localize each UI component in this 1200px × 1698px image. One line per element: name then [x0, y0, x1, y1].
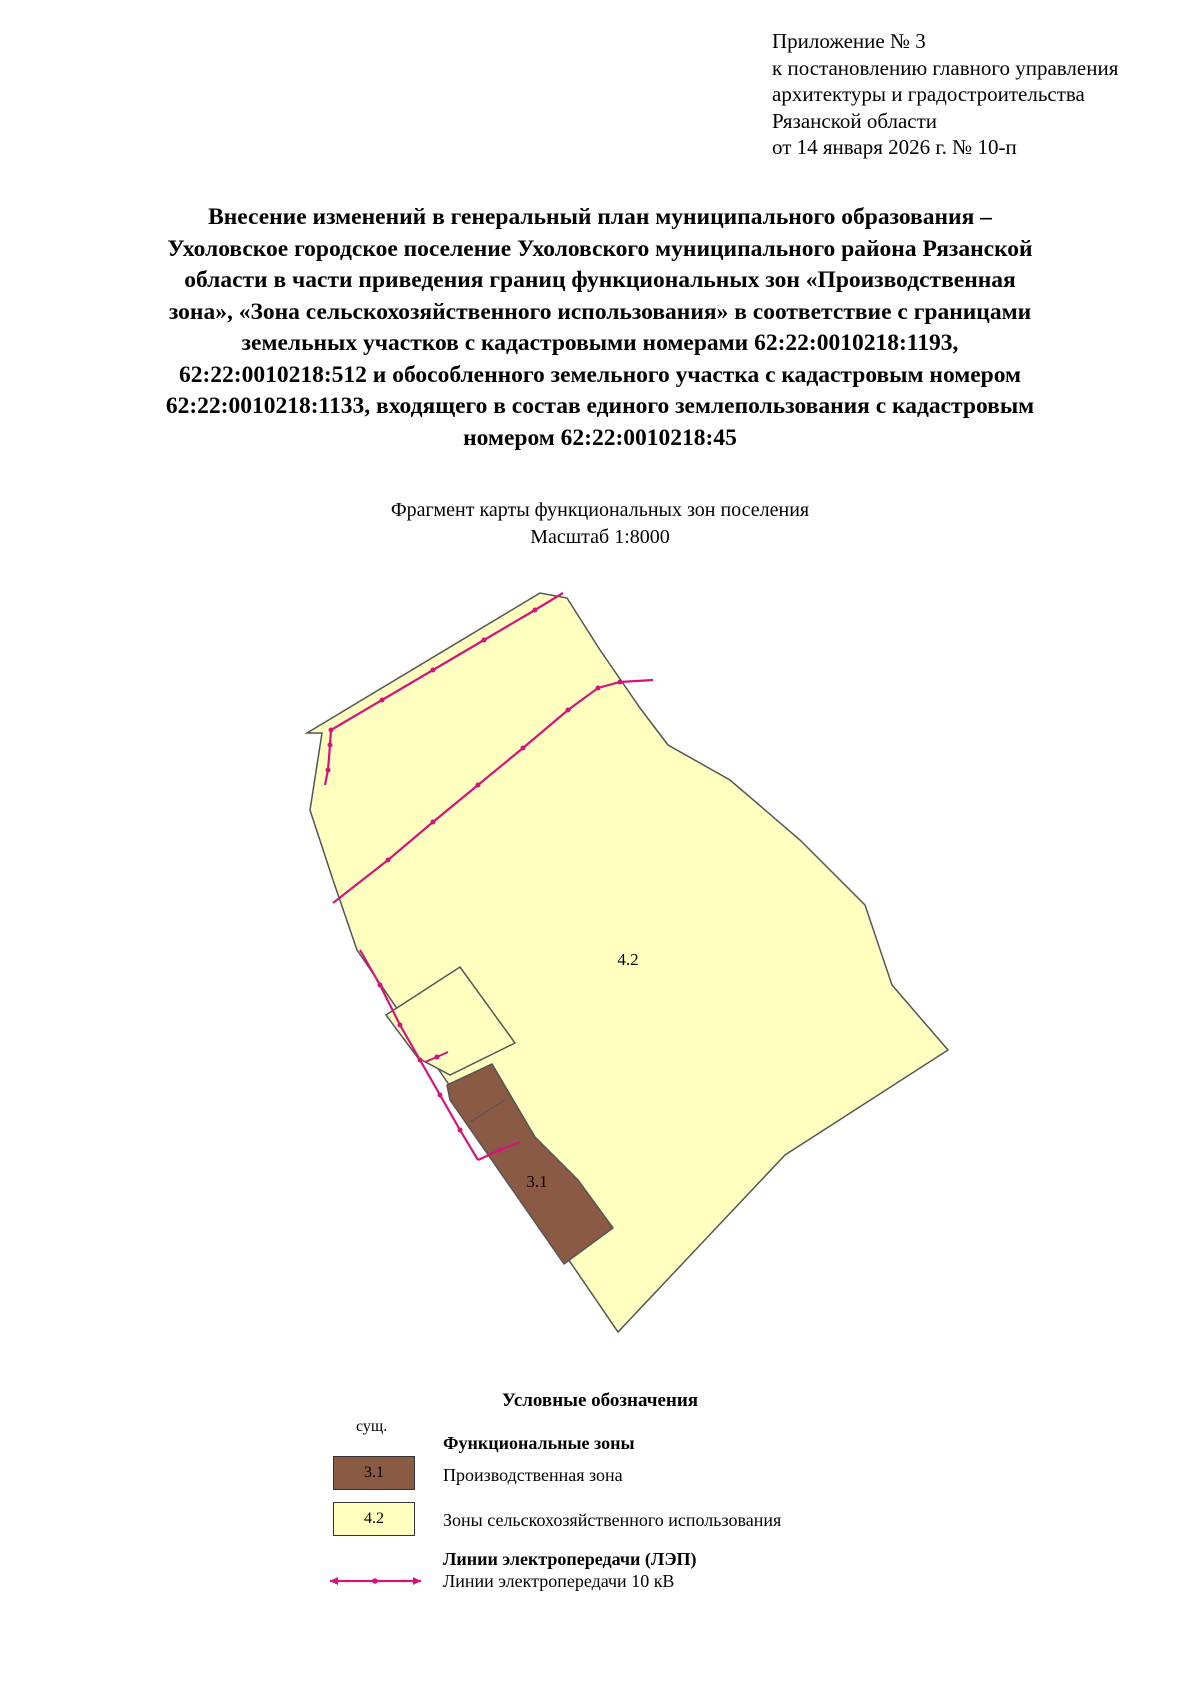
- title-line: Ухоловское городское поселение Ухоловского муниципального района Рязанской: [167, 235, 1033, 262]
- appendix-line: архитектуры и градостроительства: [772, 82, 1085, 106]
- map-fragment-caption: Фрагмент карты функциональных зон поселения: [390, 499, 810, 521]
- title-line: номером 62:22:0010218:45: [463, 424, 737, 451]
- legend-power-heading: Линии электропередачи (ЛЭП): [443, 1549, 697, 1569]
- title-line: 62:22:0010218:1133, входящего в состав единого землепользования с кадастровым: [165, 393, 1035, 419]
- map-scale: Масштаб 1:8000: [530, 526, 670, 548]
- legend-zones-heading: Функциональные зоны: [443, 1433, 635, 1453]
- appendix-line: к постановлению главного управления: [772, 55, 1119, 80]
- legend-swatch-production: 3.1: [333, 1456, 415, 1490]
- legend-label-power-line: Линии электропередачи 10 кВ: [443, 1571, 675, 1591]
- title-line: зона», «Зона сельскохозяйственного использования» в соответствие с границами: [168, 298, 1032, 325]
- appendix-line: от 14 января 2026 г. № 10-п: [772, 135, 1017, 159]
- zone-label-agricultural: 4.2: [617, 950, 639, 969]
- title-line: Внесение изменений в генеральный план муниципального образования –: [208, 204, 992, 230]
- legend-power-line-symbol: [328, 1574, 423, 1588]
- legend-swatch-agricultural: 4.2: [333, 1502, 415, 1536]
- zone-label-production: 3.1: [526, 1172, 548, 1191]
- legend-title: Условные обозначения: [501, 1390, 699, 1411]
- legend-label-production: Производственная зона: [443, 1465, 623, 1485]
- legend-label-agricultural: Зоны сельскохозяйственного использования: [443, 1510, 782, 1530]
- legend-existing-label: сущ.: [356, 1418, 388, 1435]
- appendix-line: Рязанской области: [772, 108, 938, 133]
- appendix-line: Приложение № 3: [772, 29, 926, 53]
- title-line: области в части приведения границ функциональных зон «Производственная: [184, 267, 1016, 293]
- title-line: земельных участков с кадастровыми номерами 62:22:0010218:1193,: [241, 330, 959, 356]
- title-line: 62:22:0010218:512 и обособленного земельного участка с кадастровым номером: [178, 361, 1022, 388]
